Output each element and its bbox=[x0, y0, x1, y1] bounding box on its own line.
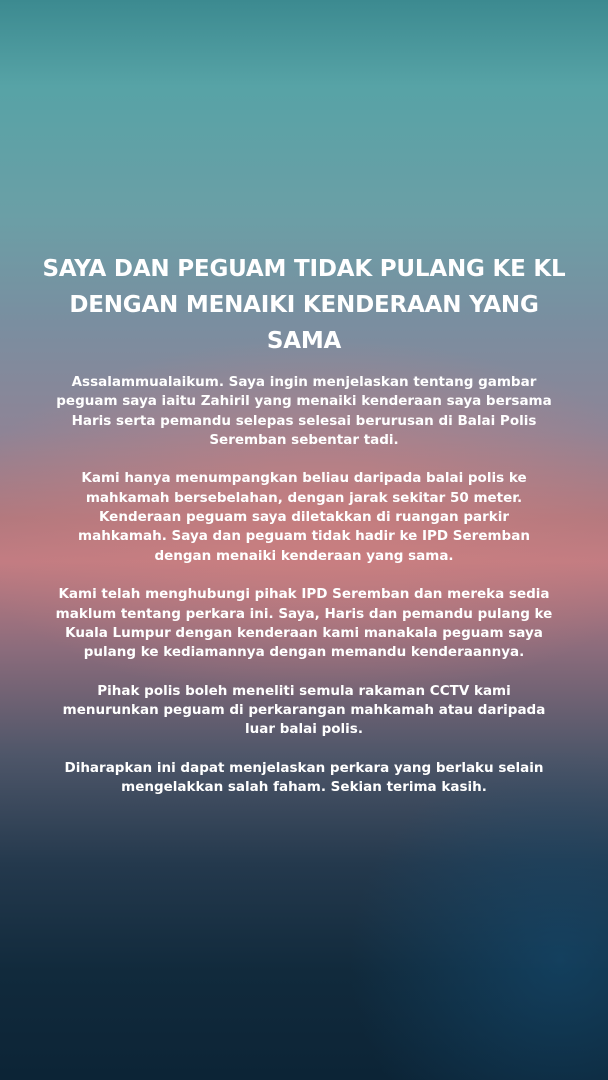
story-paragraph: Pihak polis boleh meneliti semula rakaman CCTV kami menurunkan peguam di perkarangan mahkamah atau daripada luar balai polis. bbox=[62, 682, 546, 738]
story-paragraph: Kami hanya menumpangkan beliau daripada balai polis ke mahkamah bersebelahan, dengan jarak sekitar 50 meter. Kenderaan peguam saya diletakkan di ruangan parkir mahkamah. Saya dan peguam tidak hadir ke IPD Seremban dengan menaiki kenderaan yang sama. bbox=[78, 470, 530, 564]
story-paragraph: Diharapkan ini dapat menjelaskan perkara yang berlaku selain mengelakkan salah faham. Sekian terima kasih. bbox=[64, 759, 544, 796]
story-body bbox=[54, 373, 554, 817]
story-paragraph: Kami telah menghubungi pihak IPD Seremban dan mereka sedia maklum tentang perkara ini. Saya, Haris dan pemandu pulang ke Kuala Lumpur dengan kenderaan kami manakala peguam saya pulang ke kediamannya dengan memandu kenderaannya. bbox=[55, 586, 553, 661]
story-headline: SAYA DAN PEGUAM TIDAK PULANG KE KL DENGAN MENAIKI KENDERAAN YANG SAMA bbox=[42, 256, 566, 354]
story-paragraph: Assalammualaikum. Saya ingin menjelaskan tentang gambar peguam saya iaitu Zahiril yang menaiki kenderaan saya bersama Haris serta pemandu selepas selesai berurusan di Balai Polis Seremban sebentar tadi. bbox=[56, 374, 552, 448]
